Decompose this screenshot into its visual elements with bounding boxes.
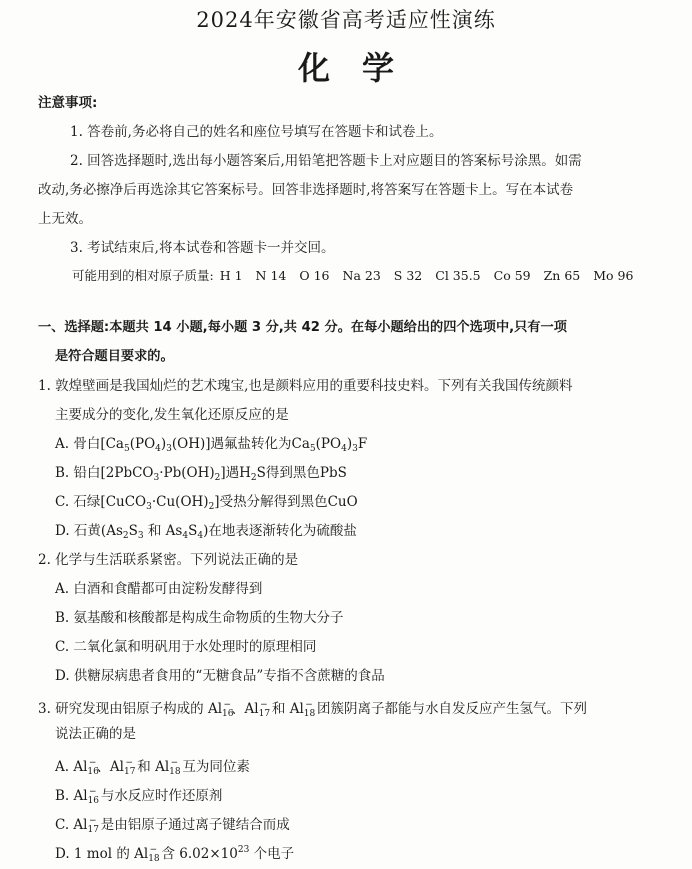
note-item-2-line-1: 2. 回答选择题时,选出每小题答案后,用铅笔把答题卡上对应题目的答案标号涂黑。如需 xyxy=(70,153,582,169)
atomic-masses xyxy=(72,266,633,286)
section-1-heading-line-1: 一、选择题:本题共 14 小题,每小题 3 分,共 42 分。在每小题给出的四个选项中,只有一项 xyxy=(38,320,567,335)
atomic-mass-o: O 16 xyxy=(299,268,330,283)
q2-option-a: A. 白酒和食醋都可由淀粉发酵得到 xyxy=(55,581,263,597)
exam-title: 2024年安徽省高考适应性演练 xyxy=(196,8,496,32)
notes-heading: 注意事项: xyxy=(38,95,98,111)
subject-title: 化 学 xyxy=(297,49,394,87)
q3-option-c: C. $Al_{17}^-$ 是由铝原子通过离子键结合而成 xyxy=(55,816,290,835)
atomic-mass-cl: Cl 35.5 xyxy=(435,268,481,283)
atomic-mass-h: H 1 xyxy=(219,268,243,283)
atomic-mass-na: Na 23 xyxy=(342,268,381,283)
q3-option-b: B. $Al_{16}^-$ 与水反应时作还原剂 xyxy=(55,787,223,806)
q2-option-c: C. 二氧化氯和明矾用于水处理时的原理相同 xyxy=(55,639,317,655)
q3-option-a: A. $Al_{16}^-$、$Al_{17}^-$ 和 $Al_{18}^-$ 互为同位素 xyxy=(55,758,250,777)
note-item-1: 1. 答卷前,务必将自己的姓名和座位号填写在答题卡和试卷上。 xyxy=(70,124,443,140)
q2-option-d: D. 供糖尿病患者食用的“无糖食品”专指不含蔗糖的食品 xyxy=(55,668,385,684)
q2-stem: 2. 化学与生活联系紧密。下列说法正确的是 xyxy=(38,552,299,568)
note-item-3: 3. 考试结束后,将本试卷和答题卡一并交回。 xyxy=(70,240,335,256)
atomic-masses-label: 可能用到的相对原子质量: xyxy=(72,268,214,283)
atomic-mass-n: N 14 xyxy=(255,268,287,283)
q3-option-d: D. 1 mol 的 $Al_{18}^-$ 含 $6.02\times 10^{23}$ 个电子 xyxy=(55,845,295,864)
q1-option-a: A. 骨白$[Ca_5(PO_4)_3(OH)]$遇氟盐转化为$Ca_5(PO_4)_3F$ xyxy=(55,436,368,454)
q3-stem-line-1: 3. 研究发现由铝原子构成的 $Al_{16}^-$、$Al_{17}^-$ 和 $Al_{18}^-$ 团簇阴离子都能与水自发反应产生氢气。下列 xyxy=(38,700,588,719)
note-item-2-line-3: 上无效。 xyxy=(38,211,92,227)
q1-option-b: B. 铅白$[2PbCO_3\cdot Pb(OH)_2]$遇$H_2S$得到黑色PbS xyxy=(55,465,347,483)
note-item-2-line-2: 改动,务必擦净后再选涂其它答案标号。回答非选择题时,将答案写在答题卡上。写在本试卷 xyxy=(38,182,574,198)
atomic-mass-s: S 32 xyxy=(393,268,423,283)
q1-stem-line-1: 1. 敦煌壁画是我国灿烂的艺术瑰宝,也是颜料应用的重要科技史料。下列有关我国传统颜料 xyxy=(38,378,573,394)
atomic-mass-mo: Mo 96 xyxy=(593,268,634,283)
q3-stem-line-2: 说法正确的是 xyxy=(55,726,136,742)
atomic-mass-co: Co 59 xyxy=(493,268,531,283)
q1-option-c: C. 石绿$[CuCO_3\cdot Cu(OH)_2]$受热分解得到黑色CuO xyxy=(55,494,358,512)
q1-option-d: D. 石黄($As_2S_3$ 和 $As_4S_4$)在地表逐渐转化为硫酸盐 xyxy=(55,523,357,541)
atomic-mass-zn: Zn 65 xyxy=(543,268,581,283)
q1-stem-line-2: 主要成分的变化,发生氧化还原反应的是 xyxy=(55,407,289,423)
q2-option-b: B. 氨基酸和核酸都是构成生命物质的生物大分子 xyxy=(55,610,344,626)
section-1-heading-line-2: 是符合题目要求的。 xyxy=(55,349,174,364)
